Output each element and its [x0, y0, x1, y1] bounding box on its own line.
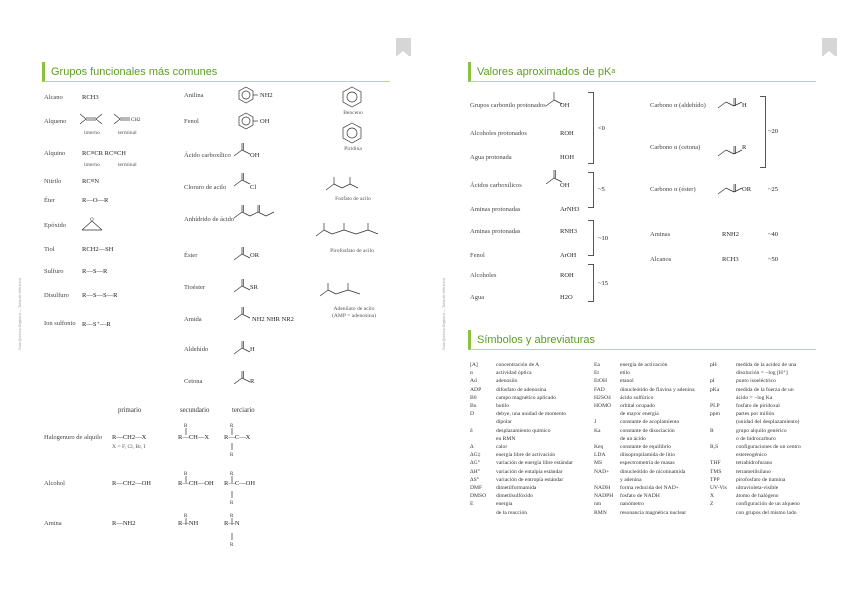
abbr-row	[710, 510, 822, 517]
abbr-row	[594, 387, 706, 394]
abbr-definition: de la reacción	[496, 509, 528, 516]
class-row-label: Halogenuro de alquilo	[44, 434, 103, 441]
group-formula: RCH3	[82, 94, 99, 101]
aldehyde-ketone-structures	[234, 338, 264, 398]
abbr-definition: variación de entropía estándar	[496, 476, 564, 483]
bookmark-icon[interactable]	[396, 38, 411, 56]
secondary-header: secundario	[180, 407, 210, 414]
abbr-definition: dimetilformamida	[496, 485, 537, 491]
abbr-symbol: FAD	[594, 386, 605, 393]
group-formula: RC≡CR RC≡CH	[82, 150, 126, 157]
abbr-row	[594, 428, 706, 435]
pka-label: Agua	[470, 294, 485, 301]
abbr-definition: disolución = −log [H⁺]	[736, 370, 788, 377]
abbr-row	[710, 370, 822, 377]
pka-heading: Valores aproximados de pK a	[468, 62, 816, 82]
pka-label: Carbono α (cetona)	[650, 144, 701, 151]
pka-bracket-2	[588, 172, 594, 208]
pka-formula: RNH2	[722, 231, 739, 238]
pka-formula: ROH	[560, 130, 574, 137]
abbr-symbol: J	[594, 419, 597, 426]
abbr-row	[470, 370, 582, 377]
abbreviations-heading: Símbolos y abreviaturas	[468, 330, 816, 350]
pka-value-6: ~25	[768, 186, 779, 193]
abbr-row	[710, 485, 822, 492]
abbr-definition: o de hidrocarburo	[736, 435, 776, 442]
group-label: Alcano	[44, 94, 63, 101]
abbr-definition: tetrahidrofurano	[736, 460, 773, 467]
abbr-symbol: ΔG‡	[470, 452, 481, 459]
abbr-row	[710, 387, 822, 394]
abbr-row	[594, 419, 706, 426]
group-label: Fenol	[184, 118, 199, 125]
right-side-note: Guía Química Orgánica — Tabla de referencia	[442, 278, 446, 350]
abbr-row	[470, 477, 582, 484]
svg-text:CH2: CH2	[131, 118, 141, 123]
svg-text:R: R	[184, 514, 188, 519]
group-label: Alqueno	[44, 118, 67, 125]
benzene-caption: Benceno	[343, 110, 363, 116]
abbr-row	[470, 444, 582, 451]
abbr-definition: butilo	[496, 403, 510, 409]
abbr-row	[594, 452, 706, 459]
abbr-row	[470, 452, 582, 459]
abbr-definition: ácido = −log Ka	[736, 394, 773, 401]
group-label: Ácido carboxílico	[184, 152, 231, 159]
pka-formula: ROH	[560, 272, 574, 279]
pka-formula: OH	[560, 102, 570, 109]
abbr-row	[594, 362, 706, 369]
class-secondary: R—CH—OH	[178, 480, 214, 487]
phenol-structure	[238, 112, 278, 130]
abbr-row	[710, 362, 822, 369]
abbr-symbol: TMS	[710, 468, 722, 475]
abbr-row	[594, 510, 706, 517]
abbr-symbol: NADH	[594, 485, 611, 491]
abbr-definition: variación de entalpía estándar	[496, 468, 563, 475]
group-formula: OH	[250, 152, 260, 159]
abbr-row	[710, 428, 822, 435]
abbr-symbol: Bu	[470, 403, 477, 409]
pka-formula: RCH3	[722, 256, 739, 263]
pka-label: Aminas	[650, 231, 671, 238]
svg-text:R: R	[184, 424, 188, 429]
abbr-column-2	[594, 362, 706, 522]
abbr-row	[470, 411, 582, 418]
pyridine-structure	[342, 122, 364, 144]
abbr-row	[594, 411, 706, 418]
abbr-symbol: pH	[710, 362, 717, 368]
abbr-row	[710, 395, 822, 402]
pka-formula: OH	[560, 182, 570, 189]
abbr-definition: tetrametilsilano	[736, 468, 771, 475]
acyl-adenylate-structure	[320, 282, 380, 304]
abbr-definition: dipolar	[496, 419, 512, 426]
abbr-symbol: NADPH	[594, 493, 614, 500]
abbr-symbol: DMSO	[470, 493, 487, 500]
acyl-phosphate-structure	[326, 176, 376, 196]
abbr-row	[470, 362, 582, 369]
abbr-definition: (unidad del desplazamiento)	[736, 419, 800, 426]
abbr-symbol: NAD+	[594, 468, 610, 475]
group-label: Cetona	[184, 378, 203, 385]
pka-value-4: ~15	[598, 280, 609, 287]
pka-value-3: ~10	[598, 235, 609, 242]
class-primary: R—NH2	[112, 520, 136, 527]
group-formula: H	[250, 346, 255, 353]
group-label: Disulfuro	[44, 292, 69, 299]
abbr-definition: átomo de halógeno	[736, 493, 779, 500]
abbr-symbol: UV-Vis	[710, 485, 727, 491]
svg-text:R: R	[230, 543, 234, 548]
abbr-definition: diisopropilamida de litio	[620, 452, 675, 459]
abbr-definition: en RMN	[496, 435, 516, 442]
abbr-symbol: Ka	[594, 427, 601, 434]
class-note: X = F, Cl, Br, I	[112, 444, 146, 450]
class-substituent-bonds	[176, 422, 276, 552]
abbr-symbol: MS	[594, 460, 603, 467]
abbr-symbol: E	[470, 501, 474, 508]
abbr-definition: actividad óptica	[496, 370, 532, 377]
abbr-symbol: TPP	[710, 476, 720, 483]
abbr-row	[594, 469, 706, 476]
abbr-row	[710, 411, 822, 418]
abbr-definition: ácido sulfúrico	[620, 394, 654, 401]
group-label: Anhídrido de ácido	[184, 216, 235, 223]
abbr-row	[594, 485, 706, 492]
abbr-definition: debye, una unidad de momento	[496, 411, 567, 418]
group-formula: Cl	[250, 184, 257, 191]
abbr-row	[594, 370, 706, 377]
acyl-phosphate-caption: Fosfato de acilo	[335, 196, 371, 202]
abbr-definition: calor	[496, 444, 508, 450]
tertiary-header: terciario	[232, 407, 255, 414]
group-label: Anilina	[184, 92, 204, 99]
pka-formula: OR	[742, 186, 752, 193]
pka-bracket-4	[588, 264, 594, 302]
abbr-row	[594, 501, 706, 508]
abbr-row	[470, 501, 582, 508]
abbr-definition: resonancia magnética nuclear	[620, 509, 687, 516]
abbr-symbol: Ad	[470, 378, 477, 385]
abbr-row	[470, 460, 582, 467]
pka-label: Fenol	[470, 252, 485, 259]
abbr-symbol: B0	[470, 394, 477, 401]
pka-bracket-5	[760, 96, 766, 168]
acyl-pyrophosphate-caption: Pirofosfato de acilo	[330, 248, 374, 254]
abbr-definition: energía libre de activación	[496, 452, 556, 459]
abbr-symbol: DMF	[470, 485, 483, 491]
abbr-symbol: α	[470, 370, 473, 377]
abbr-symbol: Δ	[470, 444, 474, 450]
abbr-row	[710, 378, 822, 385]
abbr-row	[594, 395, 706, 402]
pka-value-7: ~40	[768, 231, 779, 238]
carbonyl-acid-structures	[544, 88, 574, 188]
abbr-symbol: RMN	[594, 509, 607, 516]
abbr-definition: medida de la fuerza de un	[736, 386, 794, 393]
acyl-adenylate-caption: Adenilato de acilo	[333, 306, 375, 312]
abbr-column-3	[710, 362, 822, 522]
abbr-symbol: Et	[594, 370, 599, 377]
svg-text:R: R	[230, 501, 234, 506]
class-tertiary: R—C—X	[224, 434, 251, 441]
abbr-symbol: EtOH	[594, 378, 608, 385]
group-label: Éter	[44, 197, 55, 204]
class-tertiary: R—N	[224, 520, 240, 527]
pka-value-5: ~20	[768, 128, 779, 135]
abbr-symbol: ΔH°	[470, 468, 480, 475]
group-label: Nitrilo	[44, 178, 62, 185]
group-caption: interno	[84, 130, 100, 136]
alpha-carbon-structures	[716, 90, 756, 200]
group-label: Ion sulfonio	[44, 320, 76, 327]
abbr-definition: estereogénico	[736, 452, 767, 459]
group-label: Alquino	[44, 150, 66, 157]
abbr-row	[470, 419, 582, 426]
abbr-definition: adenosilo	[496, 378, 518, 385]
left-side-note: Guía Química Orgánica — Tabla de referencia	[18, 278, 22, 350]
group-label: Amida	[184, 316, 202, 323]
pka-formula: ArNH3	[560, 206, 580, 213]
pka-formula: HOH	[560, 154, 575, 161]
pka-value-2: ~5	[598, 186, 605, 193]
abbr-symbol: ppm	[710, 411, 720, 418]
pka-formula: RNH3	[560, 228, 577, 235]
pka-label: Aminas protonadas	[470, 228, 521, 235]
bookmark-icon[interactable]	[822, 38, 837, 56]
abbr-symbol: R	[710, 427, 714, 434]
pka-bracket-1	[588, 92, 594, 164]
pka-formula: H	[742, 102, 747, 109]
abbr-definition: etilo	[620, 370, 630, 377]
abbr-definition: y adenina	[620, 476, 642, 483]
abbr-row	[470, 436, 582, 443]
abbr-definition: constante de equilibrio	[620, 444, 671, 450]
svg-text:R: R	[230, 472, 234, 477]
abbr-definition: de mayor energía	[620, 411, 659, 418]
abbr-definition: ultravioleta-visible	[736, 485, 779, 491]
pka-formula: H2O	[560, 294, 573, 301]
primary-header: primario	[118, 407, 142, 414]
abbr-symbol: δ	[470, 427, 473, 434]
abbr-row	[710, 460, 822, 467]
aniline-structure	[238, 86, 278, 104]
abbr-row	[710, 419, 822, 426]
abbr-definition: con grupos del mismo lado	[736, 509, 797, 516]
svg-text:R: R	[230, 453, 234, 458]
group-label: Tiol	[44, 246, 55, 253]
abbr-definition: energía de activación	[620, 362, 668, 368]
group-formula: NH2	[260, 92, 273, 99]
group-formula: R	[250, 378, 255, 385]
abbr-definition: nanómetro	[620, 501, 644, 508]
pka-label: Carbono α (aldehído)	[650, 102, 706, 109]
abbr-definition: punto isoeléctrico	[736, 378, 776, 385]
abbr-row	[710, 436, 822, 443]
abbr-row	[594, 378, 706, 385]
group-caption: interno	[84, 162, 100, 168]
abbr-row	[710, 452, 822, 459]
abbr-definition: dinucleótido de nicotinamida	[620, 468, 686, 475]
carbonyl-structures	[234, 142, 294, 342]
group-formula: R—S—S—R	[82, 292, 118, 299]
abbr-row	[710, 403, 822, 410]
group-label: Sulfuro	[44, 268, 64, 275]
abbr-symbol: Ea	[594, 362, 600, 368]
abbr-row	[710, 469, 822, 476]
pka-formula: R	[742, 144, 747, 151]
pka-formula: ArOH	[560, 252, 577, 259]
abbr-row	[470, 428, 582, 435]
abbr-definition: fosfato de NADH	[620, 493, 660, 500]
group-formula: RCH2—SH	[82, 246, 114, 253]
abbr-symbol: Z	[710, 501, 714, 508]
group-formula: RC≡N	[82, 178, 100, 185]
pka-bracket-3	[588, 220, 594, 256]
svg-text:R: R	[184, 472, 188, 477]
pka-label: Alcanos	[650, 256, 672, 263]
abbr-row	[710, 477, 822, 484]
abbr-definition: campo magnético aplicado	[496, 394, 556, 401]
abbr-symbol: HOMO	[594, 403, 612, 409]
abbr-definition: partes por millón	[736, 411, 775, 418]
abbr-definition: grupo alquilo genérico	[736, 427, 787, 434]
class-tertiary: R—C—OH	[224, 480, 256, 487]
class-primary: R—CH2—X	[112, 434, 147, 441]
abbr-row	[470, 469, 582, 476]
abbr-row	[710, 444, 822, 451]
group-label: Cloruro de acilo	[184, 184, 227, 191]
epoxide-structure	[80, 218, 110, 234]
abbr-row	[594, 493, 706, 500]
abbr-definition: configuraciones de un centro	[736, 444, 801, 450]
abbr-row	[470, 510, 582, 517]
abbr-definition: concentración de A	[496, 362, 540, 368]
pka-label: Agua protonada	[470, 154, 512, 161]
group-formula: R—S—R	[82, 268, 108, 275]
abbr-row	[470, 378, 582, 385]
abbr-symbol: H2SO4	[594, 394, 611, 401]
abbr-symbol: ΔS°	[470, 476, 479, 483]
abbr-definition: difosfato de adenosina	[496, 386, 547, 393]
pka-value-8: ~50	[768, 256, 779, 263]
abbr-definition: constante de acoplamiento	[620, 419, 680, 426]
benzene-structure	[342, 86, 364, 108]
pka-value-1: <0	[598, 125, 605, 132]
abbr-definition: espectrometría de masas	[620, 460, 675, 467]
abbr-row	[594, 436, 706, 443]
abbr-symbol: ADP	[470, 386, 482, 393]
abbr-symbol: nm	[594, 501, 602, 508]
abbr-row	[594, 444, 706, 451]
abbr-definition: dinucleótido de flavina y adenina	[620, 386, 695, 393]
group-label: Aldehído	[184, 346, 209, 353]
class-row-label: Alcohol	[44, 480, 65, 487]
class-row-label: Amina	[44, 520, 62, 527]
pka-label: Alcoholes	[470, 272, 497, 279]
abbr-definition: de un ácido	[620, 435, 646, 442]
abbr-symbol: THF	[710, 460, 721, 467]
pka-label: Aminas protonadas	[470, 206, 521, 213]
class-secondary: R—NH	[178, 520, 199, 527]
abbr-symbol: ΔG°	[470, 460, 480, 467]
abbr-definition: configuración de un alqueno	[736, 501, 800, 508]
abbr-row	[470, 493, 582, 500]
abbr-row	[710, 493, 822, 500]
alkene-structures	[80, 112, 150, 132]
abbr-symbol: pKa	[710, 386, 720, 393]
abbr-definition: constante de disociación	[620, 427, 675, 434]
pka-label: Alcoholes protonados	[470, 130, 527, 137]
abbr-column-1	[470, 362, 582, 522]
abbr-row	[594, 460, 706, 467]
svg-text:R: R	[230, 424, 234, 429]
class-primary: R—CH2—OH	[112, 480, 152, 487]
group-formula: OR	[250, 252, 260, 259]
group-formula: R—S⁺—R	[82, 321, 111, 328]
abbr-row	[470, 395, 582, 402]
pka-label: Grupos carbonilo protonados	[470, 102, 546, 109]
abbr-definition: etanol	[620, 378, 634, 385]
abbr-definition: forma reducida del NAD+	[620, 485, 679, 491]
pyridine-caption: Piridina	[344, 146, 362, 152]
abbr-row	[710, 501, 822, 508]
abbr-symbol: [A]	[470, 362, 478, 368]
abbr-definition: dimetilsulfóxido	[496, 493, 533, 500]
abbr-row	[470, 485, 582, 492]
abbr-definition: energía	[496, 501, 513, 508]
abbr-symbol: D	[470, 411, 475, 418]
abbr-definition: desplazamiento químico	[496, 427, 551, 434]
group-label: Epóxido	[44, 222, 67, 229]
group-formula: SR	[250, 284, 258, 291]
class-secondary: R—CH—X	[178, 434, 210, 441]
abbr-symbol: LDA	[594, 452, 606, 459]
right-page	[424, 0, 848, 599]
functional-groups-heading: Grupos funcionales más comunes	[42, 62, 390, 82]
group-formula: R—O—R	[82, 197, 109, 204]
abbr-definition: fosfato de piridoxal	[736, 403, 780, 409]
abbr-definition: pirofosfato de tiamina	[736, 476, 786, 483]
abbr-definition: orbital ocupado	[620, 403, 655, 409]
acyl-adenylate-subcaption: (AMP = adenosina)	[332, 313, 376, 319]
abbr-symbol: pI	[710, 378, 715, 385]
abbr-row	[594, 477, 706, 484]
abbr-row	[594, 403, 706, 410]
abbr-definition: medida de la acidez de una	[736, 362, 797, 368]
svg-text:O: O	[90, 218, 94, 223]
pka-label: Ácidos carboxílicos	[470, 182, 522, 189]
abbr-definition: variación de energía libre estándar	[496, 460, 573, 467]
group-caption: terminal	[118, 162, 137, 168]
group-label: Éster	[184, 252, 198, 259]
group-caption: terminal	[118, 130, 137, 136]
group-formula: NH2 NHR NR2	[252, 316, 294, 323]
group-formula: OH	[260, 118, 270, 125]
abbr-symbol: PLP	[710, 403, 720, 409]
abbr-row	[470, 387, 582, 394]
abbr-symbol: R,S	[710, 444, 719, 450]
abbr-row	[470, 403, 582, 410]
acyl-pyrophosphate-structure	[316, 222, 386, 244]
group-label: Tioéster	[184, 284, 206, 291]
pka-label: Carbono α (éster)	[650, 186, 696, 193]
abbr-symbol: X	[710, 493, 715, 500]
abbr-symbol: Keq	[594, 444, 604, 450]
svg-text:R: R	[230, 514, 234, 519]
